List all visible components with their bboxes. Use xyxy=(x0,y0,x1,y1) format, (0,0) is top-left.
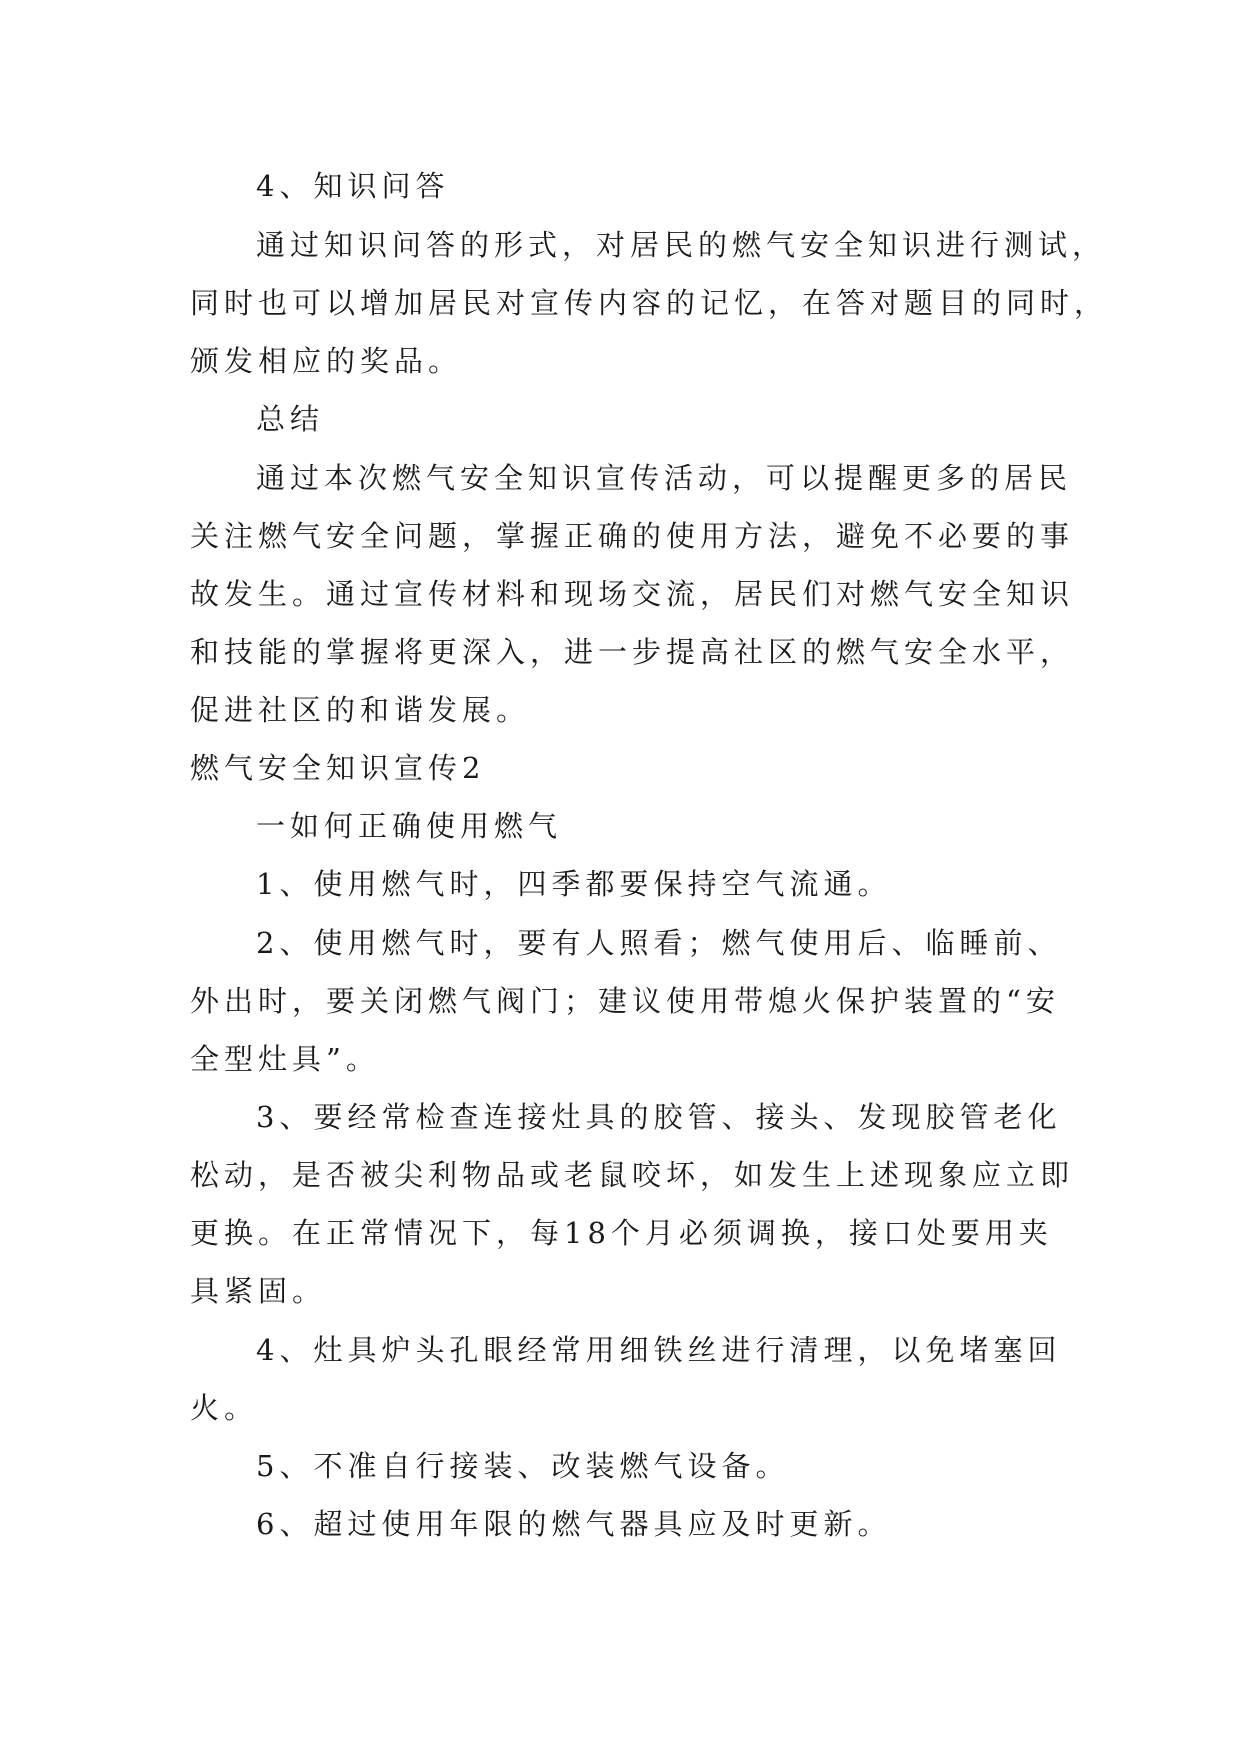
list-item: 4、灶具炉头孔眼经常用细铁丝进行清理，以免堵塞回 xyxy=(256,1333,1062,1367)
section-heading-correct-use: 一如何正确使用燃气 xyxy=(256,809,563,843)
document-title-2: 燃气安全知识宣传2 xyxy=(190,751,486,785)
paragraph-line: 故发生。通过宣传材料和现场交流，居民们对燃气安全知识 xyxy=(190,577,1075,611)
paragraph-line: 具紧固。 xyxy=(190,1274,327,1308)
section-heading-summary: 总结 xyxy=(256,402,325,436)
paragraph-line: 松动，是否被尖利物品或老鼠咬坏，如发生上述现象应立即 xyxy=(190,1158,1075,1192)
list-item: 6、超过使用年限的燃气器具应及时更新。 xyxy=(256,1507,892,1541)
paragraph-line: 外出时，要关闭燃气阀门；建议使用带熄火保护装置的“安 xyxy=(190,984,1060,1018)
list-item: 3、要经常检查连接灶具的胶管、接头、发现胶管老化 xyxy=(256,1100,1062,1134)
paragraph-line: 促进社区的和谐发展。 xyxy=(190,693,531,727)
paragraph-line: 全型灶具”。 xyxy=(190,1042,380,1076)
list-item: 2、使用燃气时，要有人照看；燃气使用后、临睡前、 xyxy=(256,926,1062,960)
paragraph-line: 同时也可以增加居民对宣传内容的记忆，在答对题目的同时， xyxy=(190,286,1109,320)
paragraph-line: 颁发相应的奖品。 xyxy=(190,344,463,378)
paragraph-line: 通过本次燃气安全知识宣传活动，可以提醒更多的居民 xyxy=(256,461,1073,495)
paragraph-line: 和技能的掌握将更深入，进一步提高社区的燃气安全水平， xyxy=(190,635,1075,669)
paragraph-line: 关注燃气安全问题，掌握正确的使用方法，避免不必要的事 xyxy=(190,519,1075,553)
paragraph-line: 更换。在正常情况下，每18个月必须调换，接口处要用夹 xyxy=(190,1216,1053,1250)
paragraph-line: 通过知识问答的形式，对居民的燃气安全知识进行测试， xyxy=(256,228,1107,262)
section-heading-knowledge-quiz: 4、知识问答 xyxy=(256,169,450,203)
paragraph-line: 火。 xyxy=(190,1391,259,1425)
list-item: 5、不准自行接装、改装燃气设备。 xyxy=(256,1449,790,1483)
list-item: 1、使用燃气时，四季都要保持空气流通。 xyxy=(256,867,892,901)
